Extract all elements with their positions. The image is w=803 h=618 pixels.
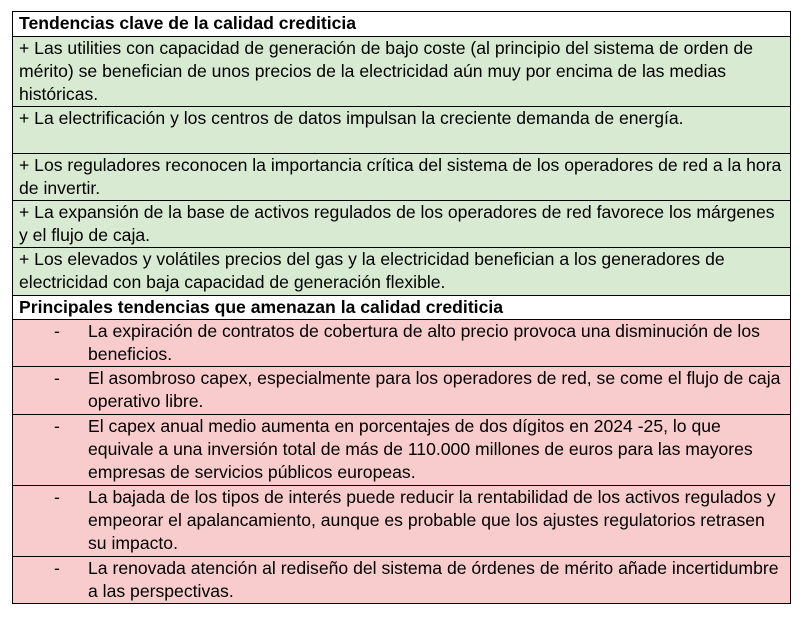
positive-trends-header: Tendencias clave de la calidad crediticia	[13, 12, 790, 36]
dash-bullet: -	[54, 416, 60, 436]
positive-trend-row: + Los reguladores reconocen la importancia crítica del sistema de los operadores de red a la hora de invertir.	[13, 153, 790, 200]
negative-trend-text: La bajada de los tipos de interés puede reducir la rentabilidad de los activos regulados y empeorar el apalancamiento, aunque es probable que los ajustes regulatorios retrasen su impacto.	[88, 487, 776, 553]
negative-trend-text: La renovada atención al rediseño del sistema de órdenes de mérito añade incertidumbre a las perspectivas.	[88, 558, 779, 601]
negative-trend-row	[13, 414, 790, 485]
positive-trend-row: + Los elevados y volátiles precios del gas y la electricidad benefician a los generadores de electricidad con baja capacidad de generación flexible.	[13, 247, 790, 295]
negative-trend-text: El asombroso capex, especialmente para los operadores de red, se come el flujo de caja operativo libre.	[88, 368, 781, 411]
dash-bullet: -	[54, 368, 60, 388]
credit-trends-table	[12, 11, 791, 604]
negative-trend-text: La expiración de contratos de cobertura de alto precio provoca una disminución de los beneficios.	[88, 321, 760, 364]
dash-bullet: -	[54, 321, 60, 341]
negative-trend-row	[13, 366, 790, 414]
negative-trend-row	[13, 556, 790, 603]
dash-bullet: -	[54, 558, 60, 578]
positive-trend-row: + La electrificación y los centros de datos impulsan la creciente demanda de energía.	[13, 106, 790, 153]
dash-bullet: -	[54, 487, 60, 507]
negative-trends-header: Principales tendencias que amenazan la calidad crediticia	[13, 295, 790, 319]
positive-trend-row: + La expansión de la base de activos regulados de los operadores de red favorece los márgenes y el flujo de caja.	[13, 200, 790, 247]
negative-trend-row	[13, 319, 790, 366]
negative-trend-row	[13, 485, 790, 556]
negative-trend-text: El capex anual medio aumenta en porcentajes de dos dígitos en 2024 -25, lo que equivale a una inversión total de más de 110.000 millones de euros para las mayores empresas de servicios públicos europeas.	[88, 416, 753, 482]
positive-trend-row: + Las utilities con capacidad de generación de bajo coste (al principio del sistema de orden de mérito) se benefician de unos precios de la electricidad aún muy por encima de las medias históricas.	[13, 36, 790, 106]
